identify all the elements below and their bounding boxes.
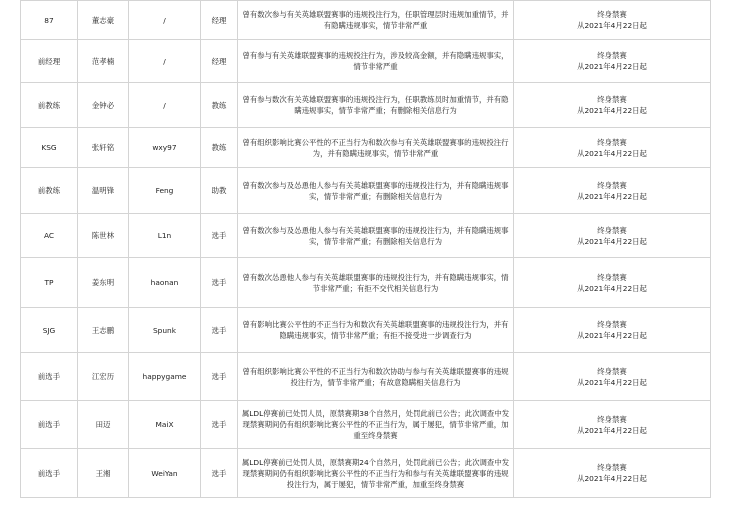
name-cell: 董志豪 bbox=[78, 1, 129, 40]
ban-date: 从2021年4月22日起 bbox=[577, 62, 647, 71]
name-cell: 王湘 bbox=[78, 449, 129, 498]
game-id-cell: WeiYan bbox=[129, 449, 201, 498]
role-cell: 选手 bbox=[201, 353, 238, 401]
game-id-cell: Spunk bbox=[129, 308, 201, 353]
violation-cell: 曾有影响比赛公平性的不正当行为和数次有关英雄联盟赛事的违规投注行为，并有隐瞒违规事实，情节非常严重；有拒不接受进一步调查行为 bbox=[238, 308, 514, 353]
ban-label: 终身禁赛 bbox=[597, 225, 627, 235]
game-id-cell: L1n bbox=[129, 214, 201, 258]
role-cell: 经理 bbox=[201, 1, 238, 40]
name-cell: 范孝楠 bbox=[78, 40, 129, 83]
role-cell: 教练 bbox=[201, 128, 238, 168]
penalty-table bbox=[20, 0, 711, 498]
role-cell: 教练 bbox=[201, 83, 238, 128]
ban-cell bbox=[514, 214, 711, 258]
team-cell: 前教练 bbox=[21, 83, 78, 128]
violation-cell: 曾有数次参与及怂恿他人参与有关英雄联盟赛事的违规投注行为，并有隐瞒违规事实，情节非常严重；有删除相关信息行为 bbox=[238, 214, 514, 258]
ban-date: 从2021年4月22日起 bbox=[577, 425, 647, 435]
violation-cell: 曾有数次怂恿他人参与有关英雄联盟赛事的违规投注行为，并有隐瞒违规事实，情节非常严重；有拒不交代相关信息行为 bbox=[238, 258, 514, 308]
table-row bbox=[21, 128, 711, 168]
violation-cell: 属LDL停赛前已处罚人员，原禁赛期38个自然月，处罚此前已公告；此次调查中发现禁赛期间仍有组织影响比赛公平性的不正当行为，属于屡犯，情节非常严重，加重至终身禁赛 bbox=[238, 401, 514, 449]
ban-cell bbox=[514, 168, 711, 214]
ban-label: 终身禁赛 bbox=[597, 137, 627, 147]
ban-label: 终身禁赛 bbox=[597, 272, 627, 282]
game-id-cell: / bbox=[129, 40, 201, 83]
team-cell: SJG bbox=[21, 308, 78, 353]
role-cell: 助教 bbox=[201, 168, 238, 214]
name-cell: 江宏历 bbox=[78, 353, 129, 401]
role-cell: 选手 bbox=[201, 401, 238, 449]
name-cell: 金钟必 bbox=[78, 83, 129, 128]
role-cell: 选手 bbox=[201, 214, 238, 258]
name-cell: 张轩铭 bbox=[78, 128, 129, 168]
table-row bbox=[21, 353, 711, 401]
table-row bbox=[21, 308, 711, 353]
game-id-cell: / bbox=[129, 1, 201, 40]
violation-cell: 曾有参与数次有关英雄联盟赛事的违规投注行为，任职教练员时加重情节，并有隐瞒违规事实，情节非常严重；有删除相关信息行为 bbox=[238, 83, 514, 128]
game-id-cell: happygame bbox=[129, 353, 201, 401]
team-cell: 前选手 bbox=[21, 353, 78, 401]
name-cell: 陈世林 bbox=[78, 214, 129, 258]
game-id-cell: haonan bbox=[129, 258, 201, 308]
game-id-cell: MaiX bbox=[129, 401, 201, 449]
ban-label: 终身禁赛 bbox=[597, 320, 627, 329]
ban-label: 终身禁赛 bbox=[597, 51, 627, 60]
ban-cell bbox=[514, 128, 711, 168]
table-row bbox=[21, 1, 711, 40]
ban-date: 从2021年4月22日起 bbox=[577, 377, 647, 387]
ban-label: 终身禁赛 bbox=[597, 463, 627, 472]
table-row bbox=[21, 168, 711, 214]
ban-date: 从2021年4月22日起 bbox=[577, 106, 647, 115]
name-cell: 田迈 bbox=[78, 401, 129, 449]
ban-cell bbox=[514, 401, 711, 449]
ban-cell bbox=[514, 83, 711, 128]
role-cell: 选手 bbox=[201, 308, 238, 353]
table-row bbox=[21, 40, 711, 83]
violation-cell: 曾有组织影响比赛公平性的不正当行为和数次参与有关英雄联盟赛事的违规投注行为，并有隐瞒违规事实，情节非常严重 bbox=[238, 128, 514, 168]
violation-cell: 属LDL停赛前已处罚人员，原禁赛期24个自然月，处罚此前已公告；此次调查中发现禁赛期间仍有组织影响比赛公平性的不正当行为和参与有关英雄联盟赛事的违规投注行为，属于屡犯，情节非常严重，加重至终身禁赛 bbox=[238, 449, 514, 498]
team-cell: 前经理 bbox=[21, 40, 78, 83]
ban-date: 从2021年4月22日起 bbox=[577, 236, 647, 246]
ban-date: 从2021年4月22日起 bbox=[577, 148, 647, 158]
ban-cell bbox=[514, 308, 711, 353]
role-cell: 选手 bbox=[201, 258, 238, 308]
name-cell: 姜东明 bbox=[78, 258, 129, 308]
ban-label: 终身禁赛 bbox=[597, 10, 627, 19]
ban-date: 从2021年4月22日起 bbox=[577, 283, 647, 293]
table-row bbox=[21, 401, 711, 449]
team-cell: 前选手 bbox=[21, 401, 78, 449]
table-row bbox=[21, 449, 711, 498]
name-cell: 王志鹏 bbox=[78, 308, 129, 353]
violation-cell: 曾有数次参与及怂恿他人参与有关英雄联盟赛事的违规投注行为，并有隐瞒违规事实，情节非常严重；有删除相关信息行为 bbox=[238, 168, 514, 214]
table-row bbox=[21, 258, 711, 308]
violation-cell: 曾有数次参与有关英雄联盟赛事的违规投注行为，任职管理层时违规加重情节，并有隐瞒违规事实，情节非常严重 bbox=[238, 1, 514, 40]
ban-label: 终身禁赛 bbox=[597, 95, 627, 104]
role-cell: 经理 bbox=[201, 40, 238, 83]
team-cell: 87 bbox=[21, 1, 78, 40]
game-id-cell: wxy97 bbox=[129, 128, 201, 168]
ban-date: 从2021年4月22日起 bbox=[577, 331, 647, 340]
ban-cell bbox=[514, 1, 711, 40]
ban-label: 终身禁赛 bbox=[597, 180, 627, 190]
violation-cell: 曾有组织影响比赛公平性的不正当行为和数次协助与参与有关英雄联盟赛事的违规投注行为，情节非常严重；有故意隐瞒相关信息行为 bbox=[238, 353, 514, 401]
ban-cell bbox=[514, 449, 711, 498]
ban-cell bbox=[514, 40, 711, 83]
ban-label: 终身禁赛 bbox=[597, 414, 627, 424]
ban-label: 终身禁赛 bbox=[597, 366, 627, 376]
table-row bbox=[21, 83, 711, 128]
role-cell: 选手 bbox=[201, 449, 238, 498]
ban-date: 从2021年4月22日起 bbox=[577, 21, 647, 30]
ban-cell bbox=[514, 258, 711, 308]
team-cell: AC bbox=[21, 214, 78, 258]
team-cell: 前教练 bbox=[21, 168, 78, 214]
ban-date: 从2021年4月22日起 bbox=[577, 191, 647, 201]
name-cell: 温明锋 bbox=[78, 168, 129, 214]
team-cell: KSG bbox=[21, 128, 78, 168]
game-id-cell: / bbox=[129, 83, 201, 128]
team-cell: 前选手 bbox=[21, 449, 78, 498]
table-row bbox=[21, 214, 711, 258]
violation-cell: 曾有参与有关英雄联盟赛事的违规投注行为，涉及较高金额，并有隐瞒违规事实，情节非常严重 bbox=[238, 40, 514, 83]
ban-date: 从2021年4月22日起 bbox=[577, 474, 647, 483]
team-cell: TP bbox=[21, 258, 78, 308]
ban-cell bbox=[514, 353, 711, 401]
game-id-cell: Feng bbox=[129, 168, 201, 214]
